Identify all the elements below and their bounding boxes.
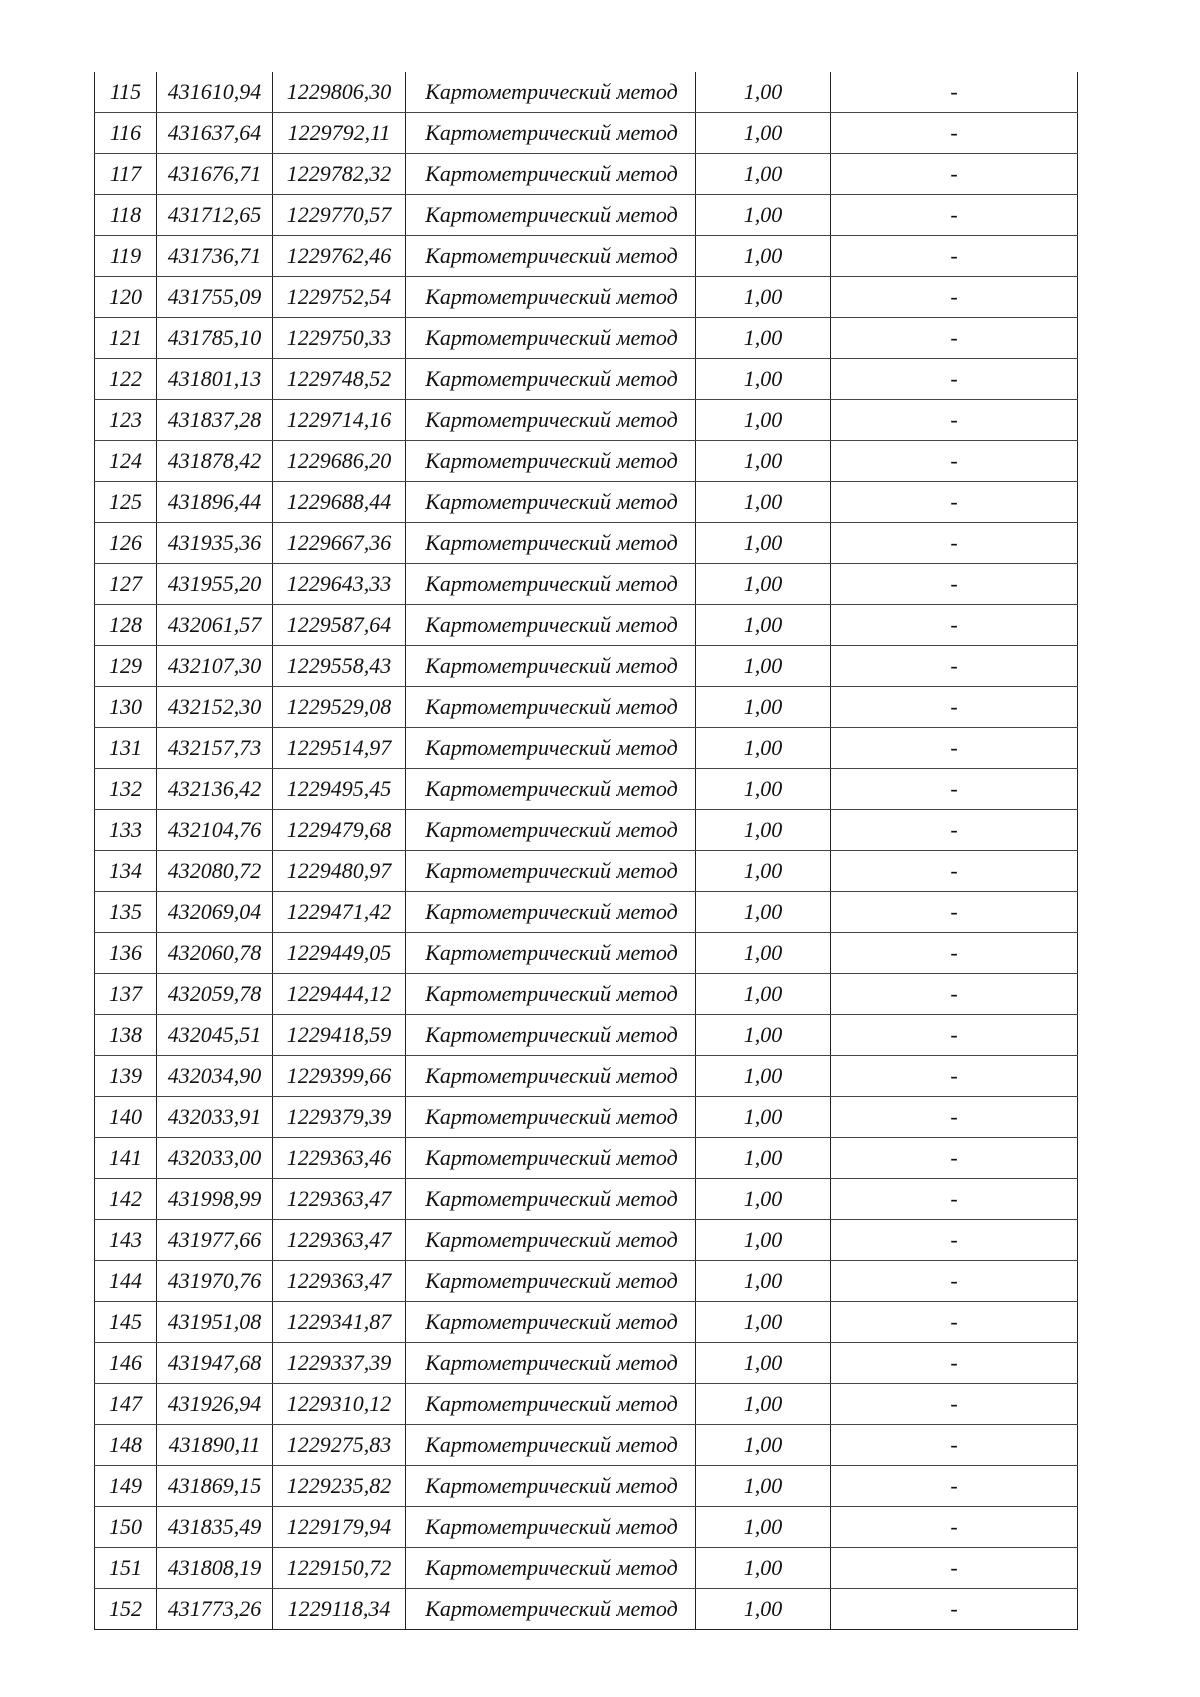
description-cell: - xyxy=(831,523,1078,564)
method-cell: Картометрический метод xyxy=(406,1343,696,1384)
point-number-cell: 150 xyxy=(95,1507,157,1548)
y-coordinate-cell: 1229179,94 xyxy=(273,1507,406,1548)
x-coordinate-cell: 432059,78 xyxy=(157,974,273,1015)
y-coordinate-cell: 1229770,57 xyxy=(273,195,406,236)
x-coordinate-cell: 431835,49 xyxy=(157,1507,273,1548)
accuracy-cell: 1,00 xyxy=(696,1056,831,1097)
table-row xyxy=(95,1302,1078,1343)
x-coordinate-cell: 431977,66 xyxy=(157,1220,273,1261)
table-row xyxy=(95,318,1078,359)
table-row xyxy=(95,1261,1078,1302)
method-cell: Картометрический метод xyxy=(406,1261,696,1302)
y-coordinate-cell: 1229762,46 xyxy=(273,236,406,277)
accuracy-cell: 1,00 xyxy=(696,892,831,933)
point-number-cell: 130 xyxy=(95,687,157,728)
table-row xyxy=(95,810,1078,851)
y-coordinate-cell: 1229667,36 xyxy=(273,523,406,564)
table-row xyxy=(95,1220,1078,1261)
x-coordinate-cell: 431890,11 xyxy=(157,1425,273,1466)
method-cell: Картометрический метод xyxy=(406,1056,696,1097)
table-row xyxy=(95,1056,1078,1097)
description-cell: - xyxy=(831,1138,1078,1179)
method-cell: Картометрический метод xyxy=(406,441,696,482)
point-number-cell: 134 xyxy=(95,851,157,892)
y-coordinate-cell: 1229752,54 xyxy=(273,277,406,318)
description-cell: - xyxy=(831,482,1078,523)
description-cell: - xyxy=(831,933,1078,974)
x-coordinate-cell: 432080,72 xyxy=(157,851,273,892)
y-coordinate-cell: 1229363,47 xyxy=(273,1220,406,1261)
description-cell: - xyxy=(831,1015,1078,1056)
accuracy-cell: 1,00 xyxy=(696,1261,831,1302)
table-row xyxy=(95,728,1078,769)
x-coordinate-cell: 432033,00 xyxy=(157,1138,273,1179)
accuracy-cell: 1,00 xyxy=(696,646,831,687)
description-cell: - xyxy=(831,1507,1078,1548)
point-number-cell: 121 xyxy=(95,318,157,359)
point-number-cell: 138 xyxy=(95,1015,157,1056)
point-number-cell: 139 xyxy=(95,1056,157,1097)
description-cell: - xyxy=(831,605,1078,646)
x-coordinate-cell: 431736,71 xyxy=(157,236,273,277)
method-cell: Картометрический метод xyxy=(406,1220,696,1261)
accuracy-cell: 1,00 xyxy=(696,359,831,400)
accuracy-cell: 1,00 xyxy=(696,1384,831,1425)
point-number-cell: 122 xyxy=(95,359,157,400)
point-number-cell: 128 xyxy=(95,605,157,646)
accuracy-cell: 1,00 xyxy=(696,113,831,154)
point-number-cell: 142 xyxy=(95,1179,157,1220)
y-coordinate-cell: 1229643,33 xyxy=(273,564,406,605)
accuracy-cell: 1,00 xyxy=(696,1507,831,1548)
method-cell: Картометрический метод xyxy=(406,72,696,113)
table-row xyxy=(95,523,1078,564)
table-row xyxy=(95,1097,1078,1138)
accuracy-cell: 1,00 xyxy=(696,195,831,236)
x-coordinate-cell: 432060,78 xyxy=(157,933,273,974)
x-coordinate-cell: 431955,20 xyxy=(157,564,273,605)
accuracy-cell: 1,00 xyxy=(696,1425,831,1466)
point-number-cell: 152 xyxy=(95,1589,157,1630)
table-row xyxy=(95,154,1078,195)
x-coordinate-cell: 432136,42 xyxy=(157,769,273,810)
accuracy-cell: 1,00 xyxy=(696,1179,831,1220)
y-coordinate-cell: 1229444,12 xyxy=(273,974,406,1015)
y-coordinate-cell: 1229686,20 xyxy=(273,441,406,482)
point-number-cell: 127 xyxy=(95,564,157,605)
description-cell: - xyxy=(831,277,1078,318)
description-cell: - xyxy=(831,1589,1078,1630)
description-cell: - xyxy=(831,1466,1078,1507)
table-row xyxy=(95,564,1078,605)
description-cell: - xyxy=(831,72,1078,113)
table-row xyxy=(95,359,1078,400)
accuracy-cell: 1,00 xyxy=(696,728,831,769)
table-row xyxy=(95,1548,1078,1589)
description-cell: - xyxy=(831,851,1078,892)
y-coordinate-cell: 1229587,64 xyxy=(273,605,406,646)
description-cell: - xyxy=(831,1056,1078,1097)
x-coordinate-cell: 431896,44 xyxy=(157,482,273,523)
table-row xyxy=(95,1507,1078,1548)
method-cell: Картометрический метод xyxy=(406,728,696,769)
description-cell: - xyxy=(831,195,1078,236)
x-coordinate-cell: 431998,99 xyxy=(157,1179,273,1220)
description-cell: - xyxy=(831,441,1078,482)
point-number-cell: 151 xyxy=(95,1548,157,1589)
table-row xyxy=(95,687,1078,728)
description-cell: - xyxy=(831,1261,1078,1302)
description-cell: - xyxy=(831,1425,1078,1466)
table-row xyxy=(95,441,1078,482)
table-row xyxy=(95,646,1078,687)
description-cell: - xyxy=(831,728,1078,769)
table-row xyxy=(95,400,1078,441)
y-coordinate-cell: 1229150,72 xyxy=(273,1548,406,1589)
method-cell: Картометрический метод xyxy=(406,1179,696,1220)
x-coordinate-cell: 432107,30 xyxy=(157,646,273,687)
accuracy-cell: 1,00 xyxy=(696,1302,831,1343)
accuracy-cell: 1,00 xyxy=(696,605,831,646)
x-coordinate-cell: 431837,28 xyxy=(157,400,273,441)
y-coordinate-cell: 1229495,45 xyxy=(273,769,406,810)
description-cell: - xyxy=(831,1097,1078,1138)
table-row xyxy=(95,236,1078,277)
x-coordinate-cell: 431676,71 xyxy=(157,154,273,195)
accuracy-cell: 1,00 xyxy=(696,933,831,974)
method-cell: Картометрический метод xyxy=(406,236,696,277)
accuracy-cell: 1,00 xyxy=(696,1466,831,1507)
y-coordinate-cell: 1229750,33 xyxy=(273,318,406,359)
description-cell: - xyxy=(831,236,1078,277)
accuracy-cell: 1,00 xyxy=(696,277,831,318)
y-coordinate-cell: 1229449,05 xyxy=(273,933,406,974)
table-row xyxy=(95,1343,1078,1384)
method-cell: Картометрический метод xyxy=(406,1015,696,1056)
accuracy-cell: 1,00 xyxy=(696,851,831,892)
point-number-cell: 136 xyxy=(95,933,157,974)
x-coordinate-cell: 432045,51 xyxy=(157,1015,273,1056)
table-row xyxy=(95,605,1078,646)
point-number-cell: 141 xyxy=(95,1138,157,1179)
accuracy-cell: 1,00 xyxy=(696,564,831,605)
x-coordinate-cell: 432069,04 xyxy=(157,892,273,933)
point-number-cell: 116 xyxy=(95,113,157,154)
y-coordinate-cell: 1229792,11 xyxy=(273,113,406,154)
point-number-cell: 133 xyxy=(95,810,157,851)
y-coordinate-cell: 1229782,32 xyxy=(273,154,406,195)
point-number-cell: 117 xyxy=(95,154,157,195)
point-number-cell: 120 xyxy=(95,277,157,318)
x-coordinate-cell: 432152,30 xyxy=(157,687,273,728)
table-row xyxy=(95,1179,1078,1220)
method-cell: Картометрический метод xyxy=(406,482,696,523)
y-coordinate-cell: 1229471,42 xyxy=(273,892,406,933)
description-cell: - xyxy=(831,1302,1078,1343)
method-cell: Картометрический метод xyxy=(406,1548,696,1589)
method-cell: Картометрический метод xyxy=(406,1425,696,1466)
method-cell: Картометрический метод xyxy=(406,851,696,892)
y-coordinate-cell: 1229748,52 xyxy=(273,359,406,400)
accuracy-cell: 1,00 xyxy=(696,1343,831,1384)
accuracy-cell: 1,00 xyxy=(696,400,831,441)
table-row xyxy=(95,974,1078,1015)
table-row xyxy=(95,277,1078,318)
description-cell: - xyxy=(831,769,1078,810)
point-number-cell: 123 xyxy=(95,400,157,441)
y-coordinate-cell: 1229275,83 xyxy=(273,1425,406,1466)
x-coordinate-cell: 431878,42 xyxy=(157,441,273,482)
y-coordinate-cell: 1229399,66 xyxy=(273,1056,406,1097)
accuracy-cell: 1,00 xyxy=(696,1220,831,1261)
method-cell: Картометрический метод xyxy=(406,1466,696,1507)
method-cell: Картометрический метод xyxy=(406,1507,696,1548)
accuracy-cell: 1,00 xyxy=(696,1589,831,1630)
point-number-cell: 132 xyxy=(95,769,157,810)
y-coordinate-cell: 1229235,82 xyxy=(273,1466,406,1507)
y-coordinate-cell: 1229514,97 xyxy=(273,728,406,769)
x-coordinate-cell: 431869,15 xyxy=(157,1466,273,1507)
point-number-cell: 149 xyxy=(95,1466,157,1507)
table-row xyxy=(95,1425,1078,1466)
x-coordinate-cell: 431755,09 xyxy=(157,277,273,318)
y-coordinate-cell: 1229118,34 xyxy=(273,1589,406,1630)
y-coordinate-cell: 1229806,30 xyxy=(273,72,406,113)
description-cell: - xyxy=(831,892,1078,933)
accuracy-cell: 1,00 xyxy=(696,154,831,195)
description-cell: - xyxy=(831,318,1078,359)
y-coordinate-cell: 1229714,16 xyxy=(273,400,406,441)
y-coordinate-cell: 1229529,08 xyxy=(273,687,406,728)
coordinates-table-body xyxy=(95,72,1078,1630)
point-number-cell: 131 xyxy=(95,728,157,769)
point-number-cell: 143 xyxy=(95,1220,157,1261)
accuracy-cell: 1,00 xyxy=(696,318,831,359)
description-cell: - xyxy=(831,1179,1078,1220)
accuracy-cell: 1,00 xyxy=(696,236,831,277)
point-number-cell: 135 xyxy=(95,892,157,933)
x-coordinate-cell: 432061,57 xyxy=(157,605,273,646)
description-cell: - xyxy=(831,646,1078,687)
y-coordinate-cell: 1229480,97 xyxy=(273,851,406,892)
coordinates-table xyxy=(94,72,1078,1630)
table-row xyxy=(95,195,1078,236)
table-row xyxy=(95,1015,1078,1056)
description-cell: - xyxy=(831,974,1078,1015)
table-row xyxy=(95,769,1078,810)
description-cell: - xyxy=(831,810,1078,851)
x-coordinate-cell: 431637,64 xyxy=(157,113,273,154)
x-coordinate-cell: 432157,73 xyxy=(157,728,273,769)
x-coordinate-cell: 431808,19 xyxy=(157,1548,273,1589)
y-coordinate-cell: 1229479,68 xyxy=(273,810,406,851)
accuracy-cell: 1,00 xyxy=(696,1138,831,1179)
table-row xyxy=(95,482,1078,523)
x-coordinate-cell: 431785,10 xyxy=(157,318,273,359)
method-cell: Картометрический метод xyxy=(406,154,696,195)
method-cell: Картометрический метод xyxy=(406,646,696,687)
x-coordinate-cell: 432033,91 xyxy=(157,1097,273,1138)
method-cell: Картометрический метод xyxy=(406,1138,696,1179)
method-cell: Картометрический метод xyxy=(406,1097,696,1138)
method-cell: Картометрический метод xyxy=(406,687,696,728)
y-coordinate-cell: 1229341,87 xyxy=(273,1302,406,1343)
description-cell: - xyxy=(831,687,1078,728)
x-coordinate-cell: 431951,08 xyxy=(157,1302,273,1343)
table-row xyxy=(95,1466,1078,1507)
method-cell: Картометрический метод xyxy=(406,564,696,605)
y-coordinate-cell: 1229337,39 xyxy=(273,1343,406,1384)
accuracy-cell: 1,00 xyxy=(696,441,831,482)
accuracy-cell: 1,00 xyxy=(696,687,831,728)
accuracy-cell: 1,00 xyxy=(696,72,831,113)
x-coordinate-cell: 432104,76 xyxy=(157,810,273,851)
x-coordinate-cell: 431773,26 xyxy=(157,1589,273,1630)
description-cell: - xyxy=(831,400,1078,441)
y-coordinate-cell: 1229418,59 xyxy=(273,1015,406,1056)
method-cell: Картометрический метод xyxy=(406,359,696,400)
point-number-cell: 125 xyxy=(95,482,157,523)
point-number-cell: 119 xyxy=(95,236,157,277)
point-number-cell: 146 xyxy=(95,1343,157,1384)
method-cell: Картометрический метод xyxy=(406,1384,696,1425)
x-coordinate-cell: 431801,13 xyxy=(157,359,273,400)
description-cell: - xyxy=(831,1343,1078,1384)
table-row xyxy=(95,892,1078,933)
point-number-cell: 137 xyxy=(95,974,157,1015)
method-cell: Картометрический метод xyxy=(406,892,696,933)
accuracy-cell: 1,00 xyxy=(696,769,831,810)
table-row xyxy=(95,113,1078,154)
method-cell: Картометрический метод xyxy=(406,605,696,646)
method-cell: Картометрический метод xyxy=(406,195,696,236)
y-coordinate-cell: 1229363,47 xyxy=(273,1261,406,1302)
x-coordinate-cell: 431610,94 xyxy=(157,72,273,113)
description-cell: - xyxy=(831,113,1078,154)
point-number-cell: 145 xyxy=(95,1302,157,1343)
y-coordinate-cell: 1229310,12 xyxy=(273,1384,406,1425)
description-cell: - xyxy=(831,359,1078,400)
point-number-cell: 124 xyxy=(95,441,157,482)
point-number-cell: 118 xyxy=(95,195,157,236)
point-number-cell: 140 xyxy=(95,1097,157,1138)
method-cell: Картометрический метод xyxy=(406,810,696,851)
x-coordinate-cell: 431970,76 xyxy=(157,1261,273,1302)
method-cell: Картометрический метод xyxy=(406,400,696,441)
method-cell: Картометрический метод xyxy=(406,277,696,318)
x-coordinate-cell: 431935,36 xyxy=(157,523,273,564)
y-coordinate-cell: 1229363,46 xyxy=(273,1138,406,1179)
accuracy-cell: 1,00 xyxy=(696,482,831,523)
accuracy-cell: 1,00 xyxy=(696,810,831,851)
point-number-cell: 148 xyxy=(95,1425,157,1466)
accuracy-cell: 1,00 xyxy=(696,1097,831,1138)
y-coordinate-cell: 1229363,47 xyxy=(273,1179,406,1220)
table-row xyxy=(95,1138,1078,1179)
x-coordinate-cell: 431947,68 xyxy=(157,1343,273,1384)
point-number-cell: 144 xyxy=(95,1261,157,1302)
table-row xyxy=(95,851,1078,892)
method-cell: Картометрический метод xyxy=(406,523,696,564)
x-coordinate-cell: 432034,90 xyxy=(157,1056,273,1097)
method-cell: Картометрический метод xyxy=(406,113,696,154)
method-cell: Картометрический метод xyxy=(406,974,696,1015)
y-coordinate-cell: 1229379,39 xyxy=(273,1097,406,1138)
accuracy-cell: 1,00 xyxy=(696,1548,831,1589)
description-cell: - xyxy=(831,1548,1078,1589)
description-cell: - xyxy=(831,1220,1078,1261)
x-coordinate-cell: 431926,94 xyxy=(157,1384,273,1425)
method-cell: Картометрический метод xyxy=(406,1302,696,1343)
table-row xyxy=(95,1589,1078,1630)
accuracy-cell: 1,00 xyxy=(696,1015,831,1056)
point-number-cell: 115 xyxy=(95,72,157,113)
point-number-cell: 129 xyxy=(95,646,157,687)
table-row xyxy=(95,933,1078,974)
method-cell: Картометрический метод xyxy=(406,318,696,359)
y-coordinate-cell: 1229558,43 xyxy=(273,646,406,687)
method-cell: Картометрический метод xyxy=(406,769,696,810)
description-cell: - xyxy=(831,1384,1078,1425)
point-number-cell: 126 xyxy=(95,523,157,564)
table-row xyxy=(95,1384,1078,1425)
accuracy-cell: 1,00 xyxy=(696,523,831,564)
y-coordinate-cell: 1229688,44 xyxy=(273,482,406,523)
method-cell: Картометрический метод xyxy=(406,933,696,974)
accuracy-cell: 1,00 xyxy=(696,974,831,1015)
table-row xyxy=(95,72,1078,113)
point-number-cell: 147 xyxy=(95,1384,157,1425)
description-cell: - xyxy=(831,154,1078,195)
method-cell: Картометрический метод xyxy=(406,1589,696,1630)
x-coordinate-cell: 431712,65 xyxy=(157,195,273,236)
description-cell: - xyxy=(831,564,1078,605)
